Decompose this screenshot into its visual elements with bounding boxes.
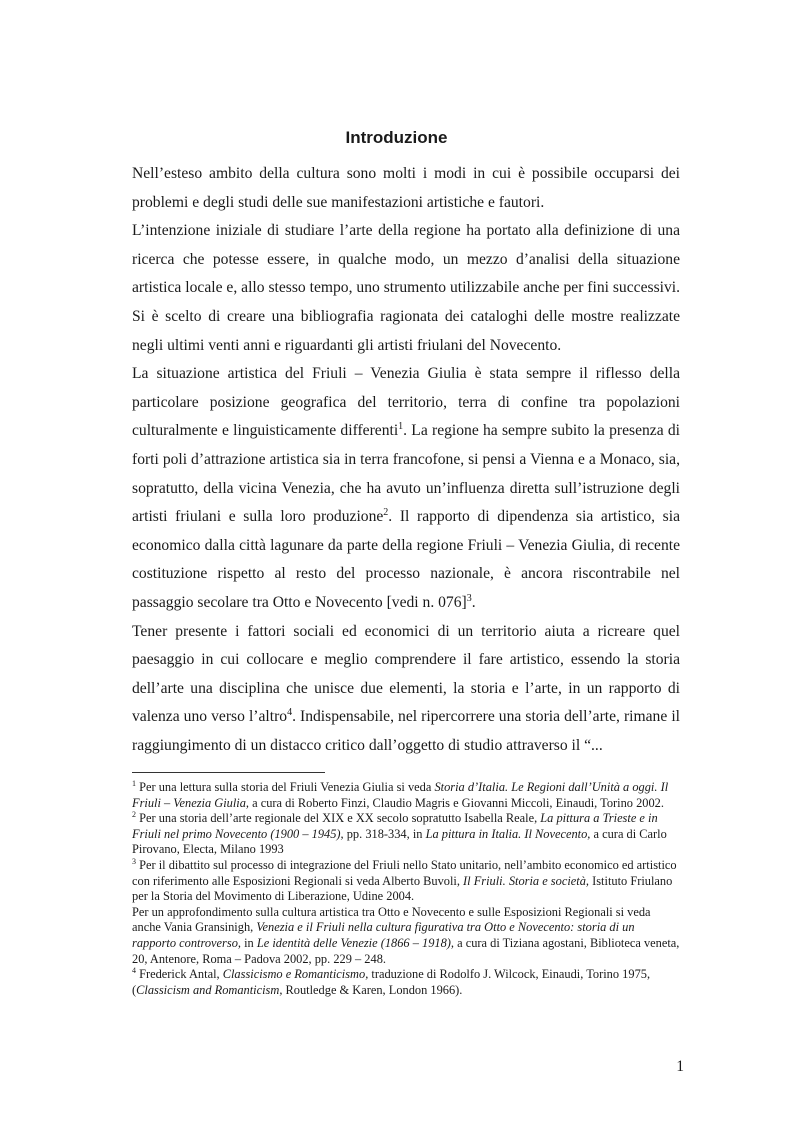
paragraph-4-text-a: Tener presente i fattori sociali ed economici di un territorio aiuta a ricreare quel paesaggio in cui collocare e meglio comprendere il fare artistico, essendo la storia dell’arte una disciplina che unisce due elementi, la storia e l’arte, in un rapporto di valenza uno verso l’altro	[132, 622, 680, 726]
footnote-4	[132, 967, 680, 998]
footnote-1-title: Storia d’Italia. Le Regioni dall’Unità a oggi. Il Friuli – Venezia Giulia,	[132, 780, 669, 810]
footnote-2-number: 2	[132, 810, 136, 820]
footnote-4-text-3: Routledge & Karen, London 1966).	[282, 982, 463, 997]
footnote-3-number: 3	[132, 856, 136, 866]
footnote-3-text-2: Istituto Friulano per la Storia del Movimento di Liberazione, Udine 2004.	[132, 873, 673, 904]
footnote-3	[132, 858, 680, 905]
footnote-3-text: Per il dibattito sul processo di integrazione del Friuli nello Stato unitario, nell’ambito economico ed artistico con riferimento alle Esposizioni Regionali si veda Alberto Buvoli,	[132, 857, 677, 888]
footnote-2-text: Per una storia dell’arte regionale del XIX e XX secolo sopratutto Isabella Reale,	[136, 811, 541, 826]
footnote-2-title-2: La pittura in Italia. Il Novecento,	[425, 826, 591, 841]
paragraph-1-text: Nell’esteso ambito della cultura sono molti i modi in cui è possibile occuparsi dei problemi e degli studi delle sue manifestazioni artistiche e fautori.	[132, 165, 680, 211]
paragraph-4-text-b: . Indispensabile, nel ripercorrere una storia dell’arte, rimane il raggiungimento di un distacco critico dall’oggetto di studio attraverso il “...	[132, 708, 680, 754]
paragraph-3-text-d: .	[471, 593, 476, 611]
body-text	[132, 160, 680, 760]
footnote-4-title: Classicismo e Romanticismo,	[222, 967, 369, 982]
footnotes	[132, 780, 680, 998]
footnote-3b-text: Per un approfondimento sulla cultura artistica tra Otto e Novecento e sulle Esposizioni Regionali si veda anche Vania Gransinigh,	[132, 904, 651, 935]
footnote-1-text-2: a cura di Roberto Finzi, Claudio Magris e Giovanni Miccoli, Einaudi, Torino 2002.	[249, 795, 664, 810]
paragraph-4	[132, 618, 680, 761]
paragraph-2-text: L’intenzione iniziale di studiare l’arte della regione ha portato alla definizione di una ricerca che potesse essere, in qualche modo, un mezzo d’analisi della situazione artistica locale e, allo stesso tempo, uno strumento utilizzabile anche per fini successivi. Si è scelto di creare una bibliografia ragionata dei cataloghi delle mostre realizzate negli ultimi venti anni e riguardanti gli artisti friulani del Novecento.	[132, 222, 680, 354]
page-number: 1	[676, 1058, 684, 1075]
paragraph-3	[132, 360, 680, 617]
footnote-ref-3[interactable]: 3	[466, 592, 472, 604]
footnote-2-text-3: a cura di Carlo Pirovano, Electa, Milano 1993	[132, 826, 667, 857]
paragraph-3-text-a: La situazione artistica del Friuli – Venezia Giulia è stata sempre il riflesso della particolare posizione geografica del territorio, terra di confine tra popolazioni culturalmente e linguisticamente differenti	[132, 365, 680, 440]
footnote-4-text: Frederick Antal,	[136, 967, 223, 982]
footnote-3b-title: Venezia e il Friuli nella cultura figurativa tra Otto e Novecento: storia di un rapporto controverso,	[132, 920, 635, 950]
footnote-2-title: La pittura a Trieste e in Friuli nel primo Novecento (1900 – 1945),	[132, 811, 658, 841]
footnote-2	[132, 811, 680, 858]
footnote-separator	[132, 772, 325, 773]
footnote-1-text: Per una lettura sulla storia del Friuli Venezia Giulia si veda	[136, 780, 435, 794]
footnote-4-title-2: Classicism and Romanticism,	[136, 982, 283, 997]
paragraph-3-text-b: . La regione ha sempre subito la presenza di forti poli d’attrazione artistica sia in terra francofone, si pensi a Vienna e a Monaco, sia, sopratutto, della vicina Venezia, che ha avuto un’influenza diretta sull’istruzione degli artisti friulani e sulla loro produzione	[132, 422, 680, 526]
paragraph-1	[132, 160, 680, 217]
footnote-ref-1[interactable]: 1	[398, 421, 404, 433]
footnote-3b-text-2: in	[241, 935, 257, 950]
footnote-ref-4[interactable]: 4	[287, 707, 293, 719]
footnote-1-number: 1	[132, 778, 136, 788]
footnote-4-text-2: traduzione di Rodolfo J. Wilcock, Einaudi, Torino 1975, (	[132, 967, 651, 997]
footnote-4-number: 4	[132, 966, 136, 975]
page-title: Introduzione	[345, 128, 448, 147]
paragraph-3-text-c: . Il rapporto di dipendenza sia artistico, sia economico dalla città lagunare da parte della regione Friuli – Venezia Giulia, di recente costituzione rispetto al resto del processo nazionale, è ancora riscontrabile nel passaggio secolare tra Otto e Novecento [vedi n. 076]	[132, 508, 680, 611]
footnote-3-continued	[132, 905, 680, 967]
footnote-1	[132, 780, 680, 811]
footnote-ref-2[interactable]: 2	[383, 506, 389, 518]
footnote-3b-text-3: a cura di Tiziana agostani, Biblioteca veneta, 20, Antenore, Roma – Padova 2002, pp. 229 – 248.	[132, 935, 680, 966]
footnote-3b-title-2: Le identità delle Venezie (1866 – 1918),	[256, 935, 455, 950]
paragraph-2	[132, 217, 680, 360]
footnote-2-text-2: pp. 318-334, in	[343, 826, 426, 841]
footnote-3-title: Il Friuli. Storia e società,	[463, 873, 590, 888]
